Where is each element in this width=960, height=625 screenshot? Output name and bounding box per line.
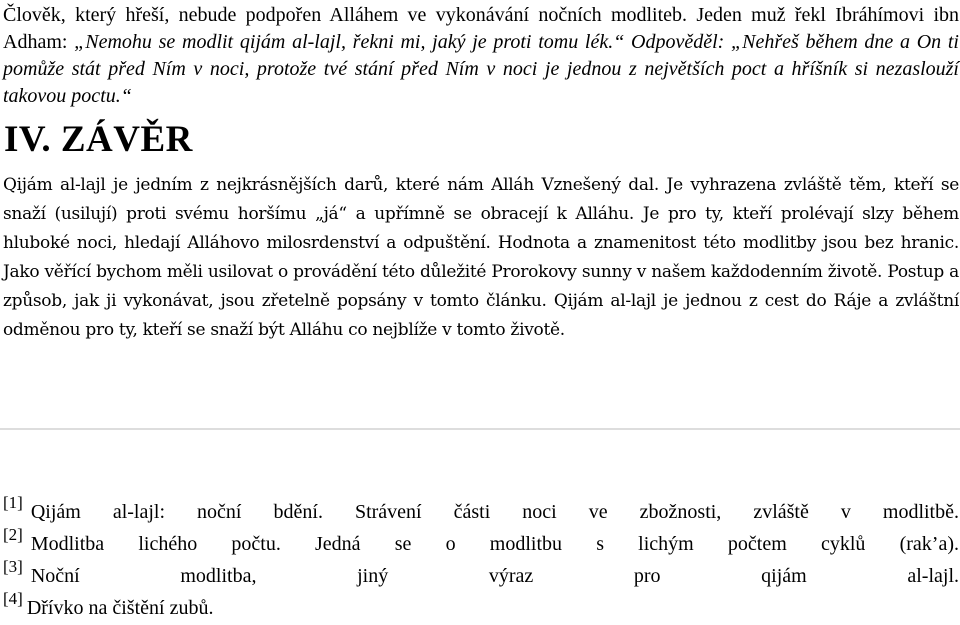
section-heading: IV. ZÁVĚR [4,119,193,160]
conclusion-paragraph: Qijám al-lajl je jedním z nejkrásnějších darů, které nám Alláh Vznešený dal. Je vyhrazena zvláště těm, kteří se snaží (usilují) proti svému horšímu „já“ a upřímně se obracejí k Alláhu. Je pro ty, kteří prolévají slzy během hluboké noci, hledají Alláhovo milosrdenství a odpuštění. Hodnota a znamenitost této modlitby jsou bez hranic. Jako věřící bychom měli usilovat o provádění této důležité Prorokovy sunny v našem každodenním životě. Postup a způsob, jak ji vykonávat, jsou zřetelně popsány v tomto článku. Qijám al-lajl je jednou z cest do Ráje a zvláštní odměnou pro ty, kteří se snaží být Alláhu co nejblíže v tomto životě. [3,175,959,340]
footnote-text: Noční modlitba, jiný výraz pro qijám al-lajl. [30,565,959,587]
intro-quote-2: Odpověděl: „Nehřeš během dne a On ti pomůže stát před Ním v noci, protože tvé stání před Ním v noci je jednou z největších poct a hříšník si nezaslouží takovou poctu.“ [3,31,959,107]
footnote-item [3,493,959,528]
intro-paragraph [3,2,959,110]
intro-quote-1: „Nemohu se modlit qijám al-lajl, řekni mi, jaký je proti tomu lék.“ [74,31,625,53]
footnote-text: Dřívko na čištění zubů. [26,597,214,619]
footnote-divider [0,428,960,430]
footnote-mark[interactable]: [2] [3,525,23,544]
footnote-mark[interactable]: [4] [3,589,23,608]
footnote-mark[interactable]: [3] [3,557,23,576]
footnote-mark[interactable]: [1] [3,493,23,512]
footnote-item [3,525,959,560]
intro-text: Člověk, který hřeší, nebude podpořen Alláhem ve vykonávání nočních modliteb. Jeden muž řekl Ibráhímovi ibn Adham: [3,4,959,53]
footnotes-list [3,493,959,624]
footnote-text: Modlitba lichého počtu. Jedná se o modlitbu s lichým počtem cyklů (rak’a). [30,533,959,555]
footnote-text: Qijám al-lajl: noční bdění. Strávení části noci ve zbožnosti, zvláště v modlitbě. [30,501,959,523]
footnote-item [3,557,959,592]
footnote-item [3,589,959,624]
